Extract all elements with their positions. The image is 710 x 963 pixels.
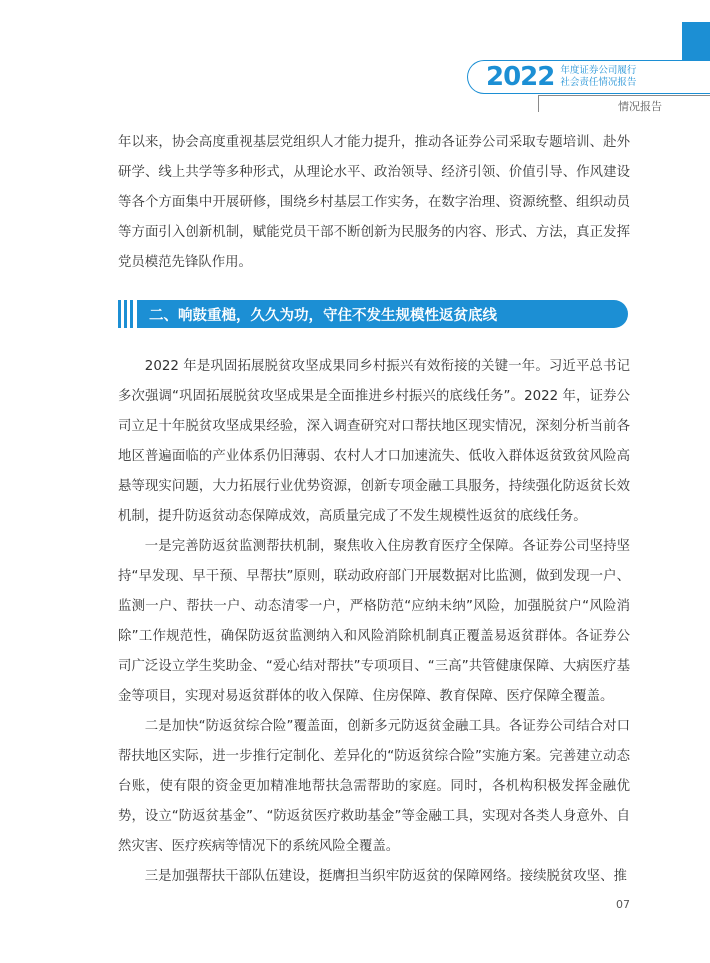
- report-title-line2: 社会责任情况报告: [560, 77, 637, 88]
- header-divider: [538, 95, 710, 96]
- report-badge: [467, 60, 710, 94]
- report-title-line1: 年度证券公司履行: [560, 65, 637, 76]
- body-paragraph: 2022 年是巩固拓展脱贫攻坚成果同乡村振兴有效衔接的关键一年。习近平总书记多次强调“巩固拓展脱贫攻坚成果是全面推进乡村振兴的底线任务”。2022 年，证券公司立足十年脱贫攻坚成果经验，深入调查研究对口帮扶地区现实情况，深刻分析当前各地区普遍面临的产业体系仍旧薄弱、农村人才口加速流失、低收入群体返贫致贫风险高悬等现实问题，大力拓展行业优势资源，创新专项金融工具服务，持续强化防返贫长效机制，提升防返贫动态保障成效，高质量完成了不发生规模性返贫的底线任务。: [118, 359, 630, 524]
- section-body: [118, 352, 630, 892]
- report-year: 2022: [486, 62, 555, 92]
- header-divider-tick: [538, 95, 539, 112]
- report-title: [560, 65, 636, 89]
- section-title: 二、响鼓重槌，久久为功，守住不发生规模性返贫底线: [137, 300, 628, 328]
- section-stripe: [130, 300, 133, 328]
- page-number: 07: [616, 898, 630, 911]
- body-paragraph: 一是完善防返贫监测帮扶机制，聚焦收入住房教育医疗全保障。各证券公司坚持坚持“早发现、早干预、早帮扶”原则，联动政府部门开展数据对比监测，做到发现一户、监测一户、帮扶一户、动态清零一户，严格防范“应纳未纳”风险，加强脱贫户“风险消除”工作规范性，确保防返贫监测纳入和风险消除机制真正覆盖易返贫群体。各证券公司广泛设立学生奖助金、“爱心结对帮扶”专项项目、“三高”共管健康保障、大病医疗基金等项目，实现对易返贫群体的收入保障、住房保障、教育保障、医疗保障全覆盖。: [118, 539, 630, 704]
- body-paragraph: 三是加强帮扶干部队伍建设，挺膺担当织牢防返贫的保障网络。接续脱贫攻坚、推: [144, 869, 627, 884]
- intro-paragraph-text: 年以来，协会高度重视基层党组织人才能力提升，推动各证券公司采取专题培训、赴外研学、线上共学等多种形式，从理论水平、政治领导、经济引领、价值引导、作风建设等各个方面集中开展研修，围绕乡村基层工作实务，在数字治理、资源统整、组织动员等方面引入创新机制，赋能党员干部不断创新为民服务的内容、形式、方法，真正发挥党员模范先锋队作用。: [118, 135, 630, 270]
- body-paragraph: 二是加快“防返贫综合险”覆盖面，创新多元防返贫金融工具。各证券公司结合对口帮扶地区实际，进一步推行定制化、差异化的“防返贫综合险”实施方案。完善建立动态台账，使有限的资金更加精准地帮扶急需帮助的家庭。同时，各机构积极发挥金融优势，设立“防返贫基金”、“防返贫医疗救助基金”等金融工具，实现对各类人身意外、自然灾害、医疗疾病等情况下的系统风险全覆盖。: [118, 719, 630, 854]
- section-stripe: [124, 300, 127, 328]
- intro-paragraph: [118, 128, 630, 278]
- section-heading: [118, 300, 628, 328]
- header-subtitle: 情况报告: [618, 100, 662, 113]
- section-stripe: [118, 300, 121, 328]
